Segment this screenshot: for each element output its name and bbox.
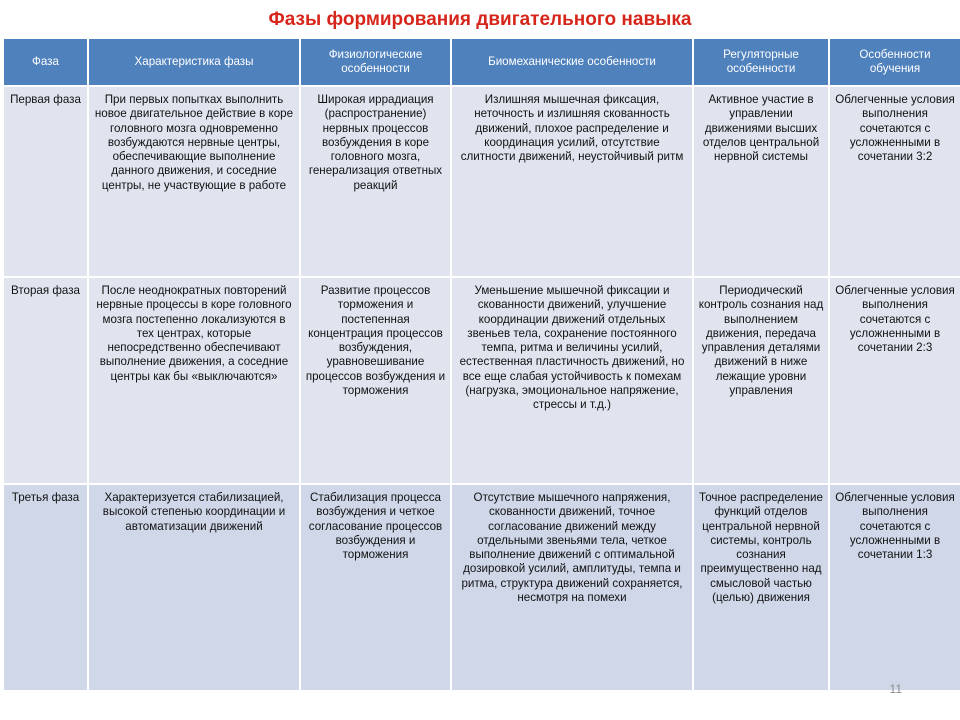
cell-regulatory: Периодический контроль сознания над выполнением движения, передача управления деталями движений в ниже лежащие уровни управления [693, 277, 829, 484]
cell-phase: Первая фаза [3, 86, 88, 277]
phases-table [2, 37, 960, 692]
cell-regulatory: Точное распределение функций отделов центральной нервной системы, контроль сознания преимущественно над смысловой частью (целью) движения [693, 484, 829, 691]
cell-biomechanical: Излишняя мышечная фиксация, неточность и излишняя скованность движений, плохое распределение и координация усилий, отсутствие слитности движений, неустойчивый ритм [451, 86, 693, 277]
cell-biomechanical: Отсутствие мышечного напряжения, скованности движений, точное согласование движений между отдельными звеньями тела, четкое выполнение движений с оптимальной дозировкой усилий, амплитуды, темпа и ритма, структура движений сохраняется, несмотря на помехи [451, 484, 693, 691]
header-physiological: Физиологические особенности [300, 38, 451, 86]
cell-phase: Третья фаза [3, 484, 88, 691]
header-characteristic: Характеристика фазы [88, 38, 300, 86]
cell-learning: Облегченные условия выполнения сочетаются с усложненными в сочетании 1:3 [829, 484, 960, 691]
table-row [3, 484, 960, 691]
cell-regulatory: Активное участие в управлении движениями высших отделов центральной нервной системы [693, 86, 829, 277]
header-regulatory: Регуляторные особенности [693, 38, 829, 86]
cell-characteristic: Характеризуется стабилизацией, высокой степенью координации и автоматизации движений [88, 484, 300, 691]
page-number: 11 [889, 682, 902, 696]
table-row [3, 277, 960, 484]
page-title: Фазы формирования двигательного навыка [268, 9, 692, 30]
cell-characteristic: При первых попытках выполнить новое двигательное действие в коре головного мозга одновременно возбуждаются нервные центры, обеспечивающие выполнение данного движения, и соседние центры, не участвующие в работе [88, 86, 300, 277]
cell-physiological: Широкая иррадиация (распространение) нервных процессов возбуждения в коре головного мозга, генерализация ответных реакций [300, 86, 451, 277]
header-biomechanical: Биомеханические особенности [451, 38, 693, 86]
table-header-row [3, 38, 960, 86]
cell-learning: Облегченные условия выполнения сочетаются с усложненными в сочетании 3:2 [829, 86, 960, 277]
cell-phase: Вторая фаза [3, 277, 88, 484]
header-phase: Фаза [3, 38, 88, 86]
table-row [3, 86, 960, 277]
cell-learning: Облегченные условия выполнения сочетаются с усложненными в сочетании 2:3 [829, 277, 960, 484]
cell-physiological: Стабилизация процесса возбуждения и четкое согласование процессов возбуждения и торможения [300, 484, 451, 691]
header-learning: Особенности обучения [829, 38, 960, 86]
cell-characteristic: После неоднократных повторений нервные процессы в коре головного мозга постепенно локализуются в тех центрах, которые непосредственно обеспечивают выполнение движения, а соседние центры как бы «выключаются» [88, 277, 300, 484]
cell-physiological: Развитие процессов торможения и постепенная концентрация процессов возбуждения, уравновешивание процессов возбуждения и торможения [300, 277, 451, 484]
cell-biomechanical: Уменьшение мышечной фиксации и скованности движений, улучшение координации движений отдельных звеньев тела, сохранение постоянного темпа, ритма и величины усилий, естественная пластичность движений, но все еще слабая устойчивость к помехам (нагрузка, эмоциональное напряжение, стрессы и т.д.) [451, 277, 693, 484]
